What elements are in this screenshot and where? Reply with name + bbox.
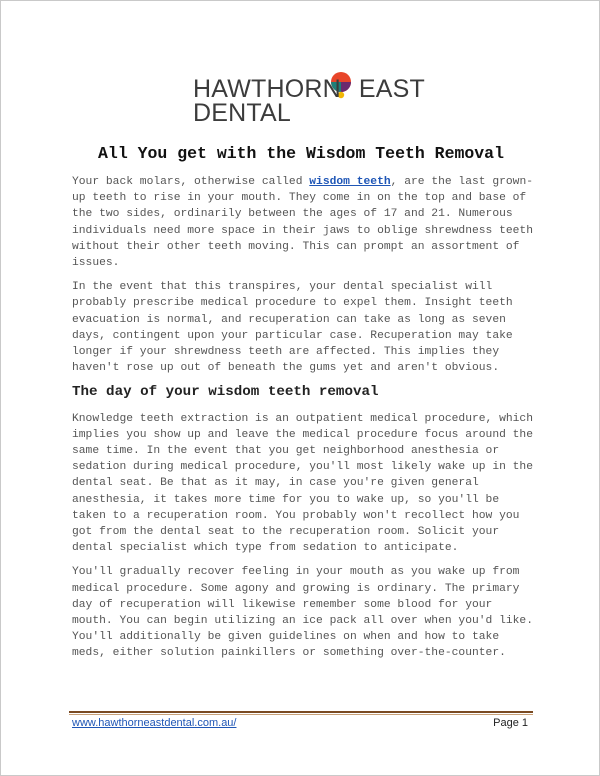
paragraph-1-rest: , are the last grown-up teeth to rise in your mouth. They come in on the top and base of the two sides, ordinarily between the ages of 17 and 21. Numerous individuals need more space in their jaws to oblige shrewdness teeth without their other teeth moving. This can prompt an assortment of issues. [72, 176, 534, 270]
section-heading: The day of your wisdom teeth removal [72, 384, 379, 401]
wisdom-teeth-link[interactable]: wisdom teeth [309, 176, 391, 188]
footer-website-link[interactable]: www.hawthorneastdental.com.au/ [72, 717, 237, 729]
logo-word-hawthorn: HAWTHORN [193, 75, 341, 103]
paragraph-2: In the event that this transpires, your dental specialist will probably prescribe medical procedure to expel them. Insight teeth evacuation is normal, and recuperation can take as long as seven days, contingent upon your particular case. Recuperation may take longer if your shrewdness teeth are affected. This implies they haven't rose up out of beneath the gums yet and aren't obvious. [72, 281, 513, 375]
page-title: All You get with the Wisdom Teeth Removal [98, 144, 504, 163]
footer-divider-thin [69, 714, 533, 715]
page-number: Page 1 [493, 717, 528, 729]
paragraph-1-lead: Your back molars, otherwise called [72, 176, 310, 188]
paragraph-1 [72, 174, 534, 271]
company-logo [193, 71, 425, 129]
article-body [72, 174, 534, 670]
logo-word-east: EAST [358, 75, 425, 103]
paragraph-4: You'll gradually recover feeling in your mouth as you wake up from medical procedure. Some agony and growing is ordinary. The primary day of recuperation will likewise remember some blood for your mouth. You can begin utilizing an ice pack all over when you'd like. You'll additionally be given guidelines on when and how to take meds, either solution painkillers or something over-the-counter. [72, 566, 533, 660]
logo-word-dental: DENTAL [193, 99, 291, 127]
paragraph-3: Knowledge teeth extraction is an outpatient medical procedure, which implies you show up and leave the medical procedure focus around the same time. In the event that you get neighborhood anesthesia or sedation during medical procedure, you'll most likely wake up in the dental seat. Be that as it may, in case you're given general anesthesia, it takes more time for you to wake up, so you'll be taken to a recuperation room. You probably won't recollect how you got from the dental seat to the recuperation room. Solicit your dental specialist which type from sedation to anticipate. [72, 412, 533, 555]
footer-divider [69, 711, 533, 713]
